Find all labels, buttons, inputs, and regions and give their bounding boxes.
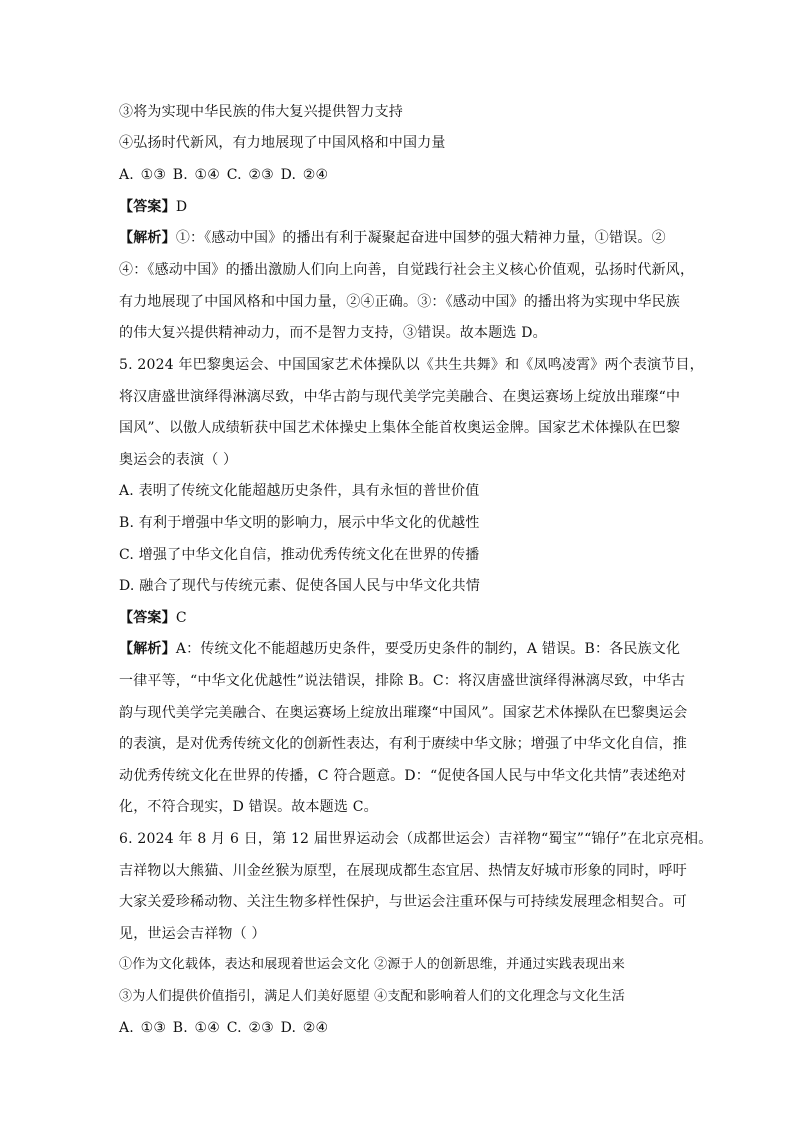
answer-tag: 【答案】 xyxy=(119,199,176,215)
q5-answer xyxy=(119,609,679,627)
q4-option-3: ③将为实现中华民族的伟大复兴提供智力支持 xyxy=(119,104,403,120)
q4-choices: A. ①③ B. ①④ C. ②③ D. ②④ xyxy=(119,167,329,183)
q5-analysis-line: 的表演，是对优秀传统文化的创新性表达，有利于赓续中华文脉；增强了中华文化自信，推 xyxy=(119,736,687,752)
q5-option-a: A. 表明了传统文化能超越历史条件，具有永恒的普世价值 xyxy=(119,483,480,499)
q6-choices: A. ①③ B. ①④ C. ②③ D. ②④ xyxy=(119,1020,329,1036)
answer-value: D xyxy=(175,199,188,215)
q6-statements-line: ③为人们提供价值指引，满足人们美好愿望 ④支配和影响着人们的文化理念与文化生活 xyxy=(119,989,625,1004)
q4-analysis-line: 有力地展现了中国风格和中国力量，②④正确。③：《感动中国》的播出将为实现中华民族 xyxy=(119,294,680,310)
q5-analysis-line: 动优秀传统文化在世界的传播，C 符合题意。D：“促使各国人民与中华文化共情”表述绝对 xyxy=(119,768,687,784)
q6-stem-line: 大家关爱珍稀动物、关注生物多样性保护，与世运会注重环保与可持续发展理念相契合。可 xyxy=(119,894,687,910)
q4-option-4: ④弘扬时代新风，有力地展现了中国风格和中国力量 xyxy=(119,135,446,151)
q6-stem-line: 见，世运会吉祥物（ ） xyxy=(119,926,266,942)
answer-tag: 【答案】 xyxy=(119,610,176,626)
q5-stem-line: 5. 2024 年巴黎奥运会、中国国家艺术体操队以《共生共舞》和《凤鸣凌霄》两个表演节目， xyxy=(119,357,704,373)
q5-stem-line: 奥运会的表演（ ） xyxy=(119,452,238,468)
q5-analysis-line: 一律平等，“中华文化优越性”说法错误，排除 B。C：将汉唐盛世演绎得淋漓尽致，中华古 xyxy=(119,673,686,689)
q4-analysis-line xyxy=(119,229,679,247)
q5-analysis-line: 韵与现代美学完美融合、在奥运赛场上绽放出璀璨“中国风”。国家艺术体操队在巴黎奥运会 xyxy=(119,705,688,721)
answer-value: C xyxy=(175,610,187,626)
q5-analysis-line: 化，不符合现实，D 错误。故本题选 C。 xyxy=(119,799,378,815)
q6-statements-line: ①作为文化载体，表达和展现着世运会文化 ②源于人的创新思维，并通过实践表现出来 xyxy=(119,957,625,972)
analysis-tag: 【解析】 xyxy=(119,230,176,246)
q5-option-c: C. 增强了中华文化自信，推动优秀传统文化在世界的传播 xyxy=(119,547,480,563)
q5-option-d: D. 融合了现代与传统元素、促使各国人民与中华文化共情 xyxy=(119,578,481,594)
q5-option-b: B. 有利于增强中华文明的影响力，展示中华文化的优越性 xyxy=(119,515,480,531)
q5-stem-line: 将汉唐盛世演绎得淋漓尽致，中华古韵与现代美学完美融合、在奥运赛场上绽放出璀璨“中 xyxy=(119,389,681,405)
analysis-tag: 【解析】 xyxy=(119,641,176,657)
q4-analysis-line: ④：《感动中国》的播出激励人们向上向善，自觉践行社会主义核心价值观，弘扬时代新风， xyxy=(119,262,695,278)
analysis-text: A：传统文化不能超越历史条件，要受历史条件的制约，A 错误。B：各民族文化 xyxy=(175,641,681,657)
analysis-text: ①：《感动中国》的播出有利于凝聚起奋进中国梦的强大精神力量，①错误。② xyxy=(175,230,666,246)
q5-analysis-line xyxy=(119,640,679,658)
q4-analysis-line: 的伟大复兴提供精神动力，而不是智力支持，③错误。故本题选 D。 xyxy=(119,325,547,341)
q5-stem-line: 国风”、以傲人成绩斩获中国艺术体操史上集体全能首枚奥运金牌。国家艺术体操队在巴黎 xyxy=(119,420,681,436)
q6-stem-line: 吉祥物以大熊猫、川金丝猴为原型，在展现成都生态宜居、热情友好城市形象的同时，呼吁 xyxy=(119,863,687,879)
q6-stem-line: 6. 2024 年 8 月 6 日，第 12 届世界运动会（成都世运会）吉祥物“蜀宝”“锦仔”在北京亮相。 xyxy=(119,831,713,847)
q4-answer xyxy=(119,198,679,216)
